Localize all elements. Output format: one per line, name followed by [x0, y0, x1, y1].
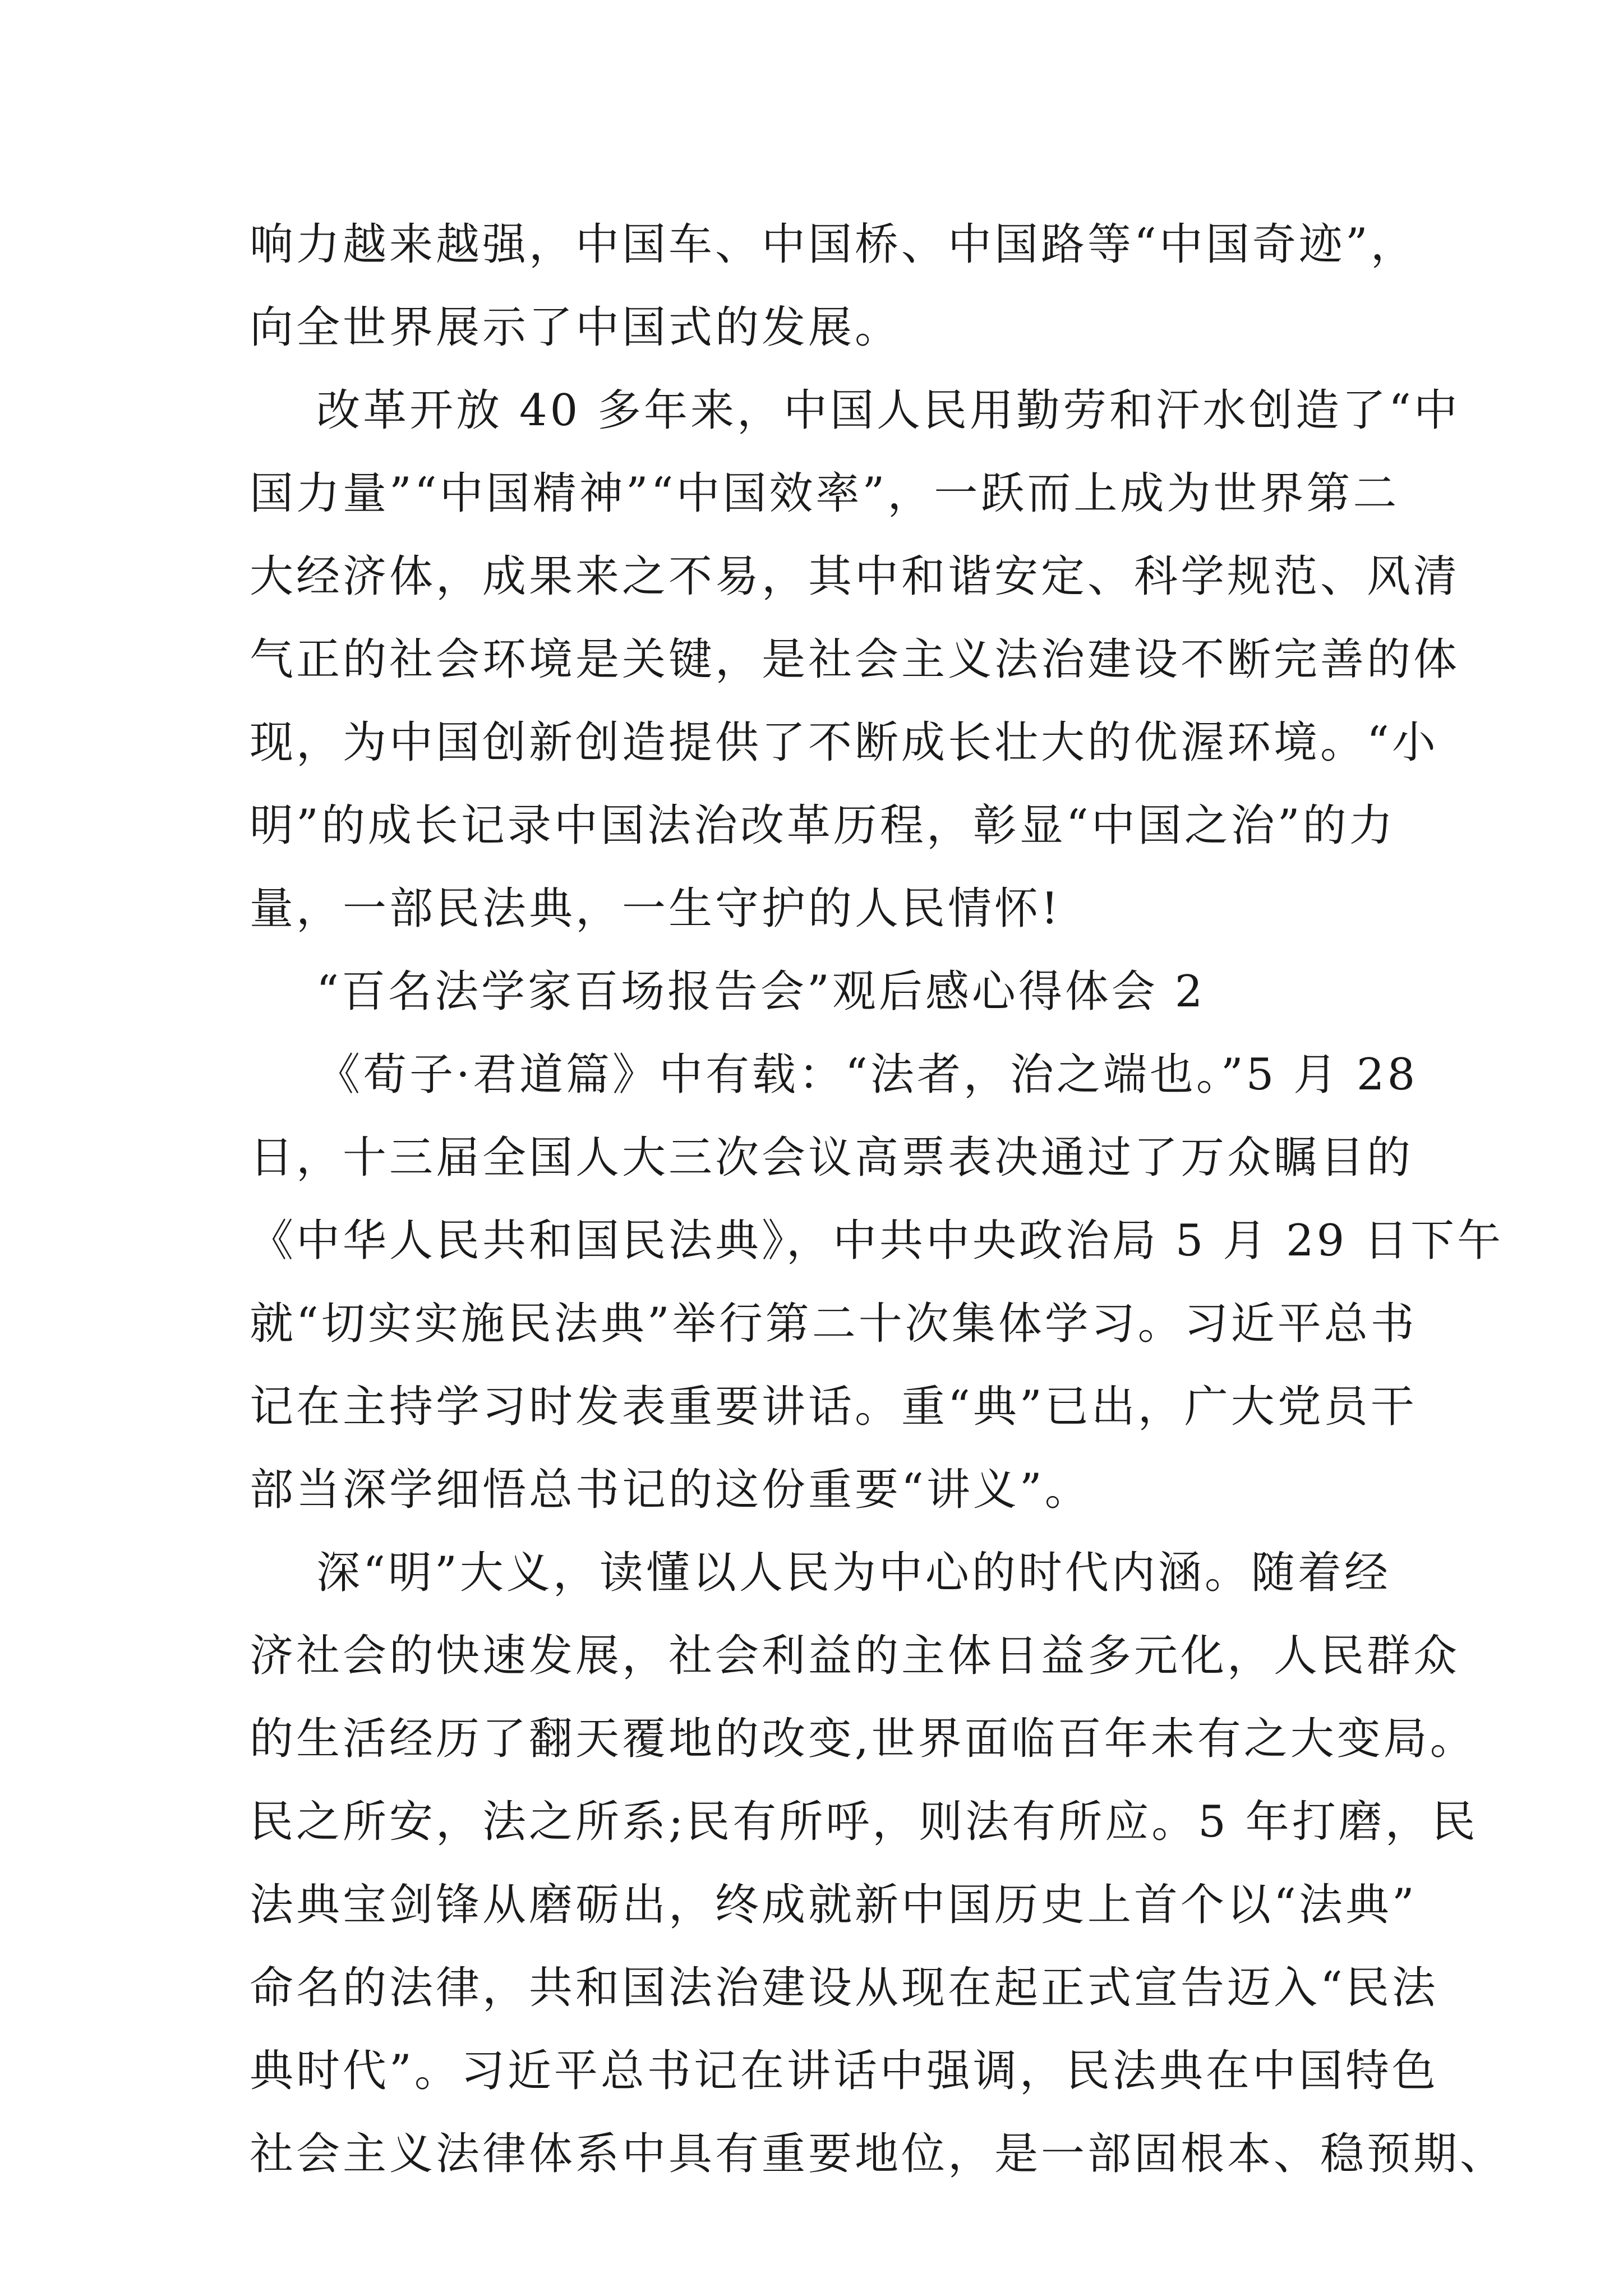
text-line: 明”的成长记录中国法治改革历程，彰显“中国之治”的力 [250, 800, 1396, 851]
text-line: 大经济体，成果来之不易，其中和谐安定、科学规范、风清 [250, 551, 1460, 602]
text-line: 社会主义法律体系中具有重要地位，是一部固根本、稳预期、 [250, 2129, 1507, 2179]
text-line: 的生活经历了翻天覆地的改变,世界面临百年未有之大变局。 [250, 1714, 1477, 1764]
text-line: 量，一部民法典，一生守护的人民情怀! [250, 884, 1062, 934]
text-line: 响力越来越强，中国车、中国桥、中国路等“中国奇迹”， [250, 219, 1417, 270]
text-line: 部当深学细悟总书记的这份重要“讲义”。 [250, 1465, 1091, 1515]
text-line: 国力量”“中国精神”“中国效率”，一跃而上成为世界第二 [250, 468, 1400, 519]
text-line: 改革开放 40 多年来，中国人民用勤劳和汗水创造了“中 [250, 385, 1460, 436]
text-line: 典时代”。习近平总书记在讲话中强调，民法典在中国特色 [250, 2046, 1438, 2096]
section-title: “百名法学家百场报告会”观后感心得体会 2 [250, 967, 1206, 1017]
text-line: 命名的法律，共和国法治建设从现在起正式宣告迈入“民法 [250, 1963, 1438, 2013]
text-line: 济社会的快速发展，社会利益的主体日益多元化，人民群众 [250, 1631, 1460, 1681]
text-line: 民之所安，法之所系;民有所呼，则法有所应。5 年打磨，民 [250, 1797, 1478, 1847]
text-line: 向全世界展示了中国式的发展。 [250, 302, 902, 353]
text-line: 记在主持学习时发表重要讲话。重“典”已出，广大党员干 [250, 1382, 1417, 1432]
text-line: 《中华人民共和国民法典》，中共中央政治局 5 月 29 日下午 [250, 1216, 1504, 1266]
text-line: 日，十三届全国人大三次会议高票表决通过了万众瞩目的 [250, 1133, 1414, 1183]
text-line: 气正的社会环境是关键，是社会主义法治建设不断完善的体 [250, 634, 1460, 685]
body-text [250, 203, 1507, 2196]
text-line: 法典宝剑锋从磨砺出，终成就新中国历史上首个以“法典” [250, 1880, 1417, 1930]
text-line: 《荀子·君道篇》中有载：“法者，治之端也。”5 月 28 [250, 1050, 1418, 1100]
text-line: 深“明”大义，读懂以人民为中心的时代内涵。随着经 [250, 1548, 1391, 1598]
text-line: 现，为中国创新创造提供了不断成长壮大的优渥环境。“小 [250, 717, 1438, 768]
text-line: 就“切实实施民法典”举行第二十次集体学习。习近平总书 [250, 1299, 1417, 1349]
